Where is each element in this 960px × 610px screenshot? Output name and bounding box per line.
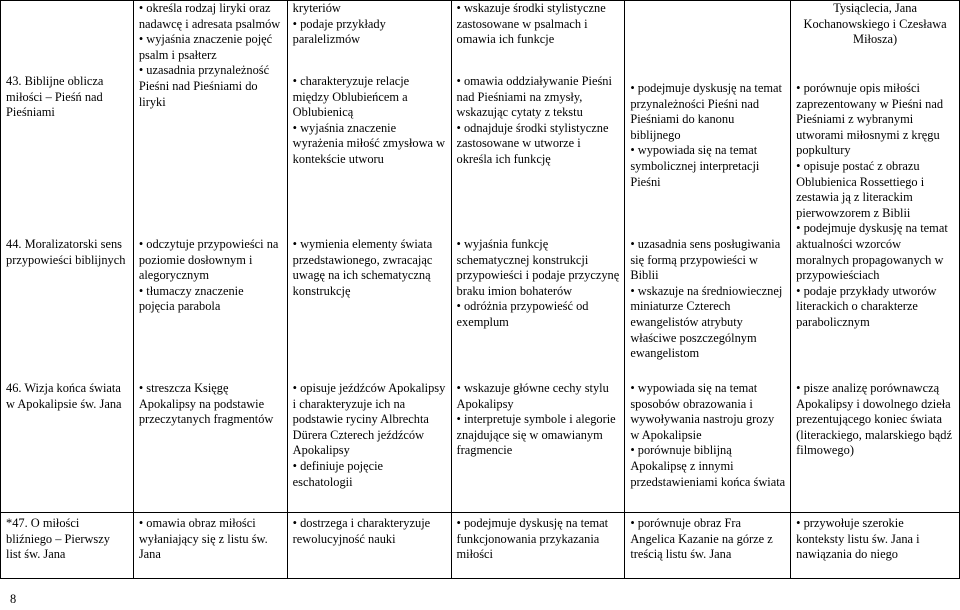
requirements-47-b: • dostrzega i charakteryzuje rewolucyjność nauki bbox=[287, 513, 451, 579]
requirements-47-c: • podejmuje dyskusję na temat funkcjonowania przykazania miłości bbox=[451, 513, 625, 579]
requirements-43-cont: kryteriów • podaje przykłady paralelizmów bbox=[293, 1, 446, 48]
requirements-46: • streszcza Księgę Apokalipsy na podstawie przeczytanych fragmentów bbox=[139, 381, 282, 428]
table-row-47 bbox=[1, 513, 960, 579]
requirements-43: • określa rodzaj liryki oraz nadawcę i adresata psalmów • wyjaśnia znaczenie pojęć psalm i psałterz • uzasadnia przynależność Pieśni nad Pieśniami do liryki bbox=[139, 1, 282, 110]
requirements-43-f: • porównuje opis miłości zaprezentowany w Pieśni nad Pieśniami z wybranymi utworami miłosnymi z kręgu popkultury • opisuje postać z obrazu Oblubienica Rossettiego i zestawia ją z literackim pierwowzorem z Biblii • podejmuje dyskusję na temat aktualności wzorców moralnych propagowanych w przypowieściach • podaje przykłady utworów literackich o charakterze parabolicznym bbox=[796, 81, 954, 331]
topic-47: *47. O miłości bliźniego – Pierwszy list św. Jana bbox=[1, 513, 134, 579]
topic-44: 44. Moralizatorski sens przypowieści biblijnych bbox=[6, 237, 126, 267]
requirements-46-b: • opisuje jeźdźców Apokalipsy i charakteryzuje ich na podstawie ryciny Albrechta Dürera Czterech jeźdźców Apokalipsy • definiuje pojęcie eschatologii bbox=[293, 381, 446, 490]
level-column-5 bbox=[625, 1, 791, 513]
level-column-6 bbox=[791, 1, 960, 513]
requirements-44: • odczytuje przypowieści na poziomie dosłownym i alegorycznym • tłumaczy znaczenie pojęcia parabola bbox=[139, 237, 282, 315]
requirements-43-b: • charakteryzuje relacje między Oblubieńcem a Oblubienicą • wyjaśnia znaczenie wyrażenia miłość zmysłowa w kontekście utworu bbox=[293, 74, 446, 168]
level-column-2 bbox=[133, 1, 287, 513]
topic-43: 43. Biblijne oblicza miłości – Pieśń nad Pieśniami bbox=[6, 74, 104, 120]
requirements-46-d: • wypowiada się na temat sposobów obrazowania i wywoływania nastroju grozy w Apokalipsie • porównuje biblijną Apokalipsę z innymi przedstawieniami końca świata bbox=[630, 381, 785, 490]
requirements-47-d: • porównuje obraz Fra Angelica Kazanie na górze z treścią listu św. Jana bbox=[625, 513, 791, 579]
requirements-43-f-cont: Tysiąclecia, Jana Kochanowskiego i Czesława Miłosza) bbox=[803, 1, 947, 47]
table-row-main bbox=[1, 1, 960, 513]
requirements-43-d: • omawia oddziaływanie Pieśni nad Pieśniami na zmysły, wskazując cytaty z tekstu • odnajduje środki stylistyczne zastosowane w utworze i określa ich funkcję bbox=[457, 74, 620, 168]
requirements-44-b: • wymienia elementy świata przedstawionego, zwracając uwagę na ich schematyczną konstrukcję bbox=[293, 237, 446, 299]
page-number: 8 bbox=[10, 592, 17, 606]
requirements-43-c: • wskazuje środki stylistyczne zastosowane w psalmach i omawia ich funkcje bbox=[457, 1, 620, 48]
requirements-44-c: • wyjaśnia funkcję schematycznej konstrukcji przypowieści i podaje przyczynę braku imion bohaterów • odróżnia przypowieść od exemplum bbox=[457, 237, 620, 331]
requirements-46-c: • wskazuje główne cechy stylu Apokalipsy • interpretuje symbole i alegorie znajdujące się w omawianym fragmencie bbox=[457, 381, 620, 459]
topic-46: 46. Wizja końca świata w Apokalipsie św. Jana bbox=[6, 381, 122, 411]
requirements-43-e: • podejmuje dyskusję na temat przynależności Pieśni nad Pieśniami do kanonu biblijnego • wypowiada się na temat symbolicznej interpretacji Pieśni bbox=[630, 81, 785, 190]
level-column-3 bbox=[287, 1, 451, 513]
requirements-47-a: • omawia obraz miłości wyłaniający się z listu św. Jana bbox=[133, 513, 287, 579]
requirements-47-e: • przywołuje szerokie konteksty listu św. Jana i nawiązania do niego bbox=[791, 513, 960, 579]
level-column-4 bbox=[451, 1, 625, 513]
requirements-46-f: • pisze analizę porównawczą Apokalipsy i dowolnego dzieła prezentującego koniec świata (literackiego, malarskiego bądź filmowego) bbox=[796, 381, 954, 459]
topic-column bbox=[1, 1, 134, 513]
requirements-44-d: • uzasadnia sens posługiwania się formą przypowieści w Biblii • wskazuje na średniowiecznej miniaturze Czterech ewangelistów atrybuty właściwe poszczególnym ewangelistom bbox=[630, 237, 785, 362]
